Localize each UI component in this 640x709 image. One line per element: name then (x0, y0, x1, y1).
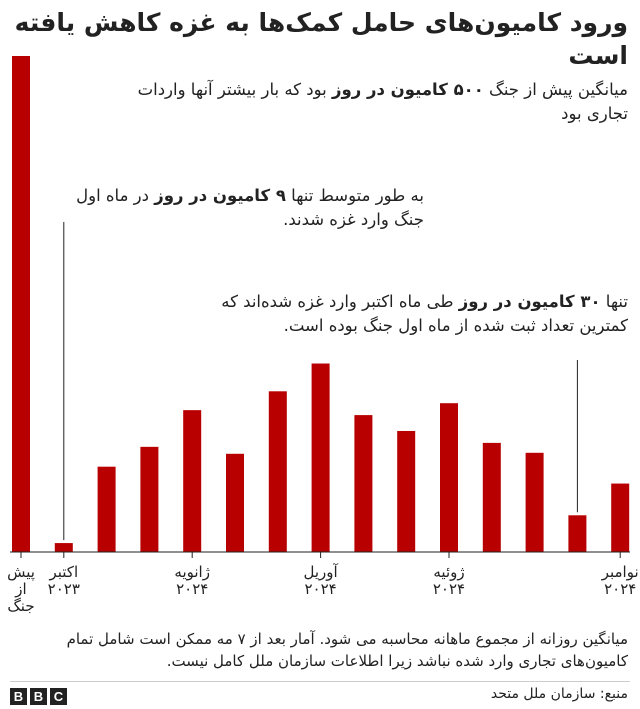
bar-10 (440, 403, 458, 552)
bar-9 (397, 431, 415, 552)
source-text: منبع: سازمان ملل متحد (490, 686, 628, 702)
x-tick-label-7-1: ۲۰۲۴ (304, 580, 337, 598)
x-tick-label-14-0: نوامبر (601, 563, 639, 581)
bar-3 (140, 447, 158, 552)
bar-4 (183, 410, 201, 552)
annotation-november-text: تنها (600, 292, 628, 311)
annotation-october-bold: ۹ کامیون در روز (154, 186, 286, 205)
logo-letter-2: B (30, 688, 47, 705)
x-tick-label-4-0: ژانویه (174, 563, 210, 581)
annotation-october-text-end: در ماه اول جنگ وارد غزه شدند. (76, 186, 424, 229)
x-tick-label-0-1: از (15, 580, 27, 598)
x-tick-label-0-0: پیش (7, 563, 35, 581)
bar-12 (526, 453, 544, 552)
bar-11 (483, 443, 501, 552)
annotation-prewar-bold: ۵۰۰ کامیون در روز (331, 80, 484, 99)
annotation-october-text: به طور متوسط تنها (285, 186, 424, 205)
bar-5 (226, 454, 244, 552)
bar-2 (98, 467, 116, 552)
x-tick-label-10-1: ۲۰۲۴ (432, 580, 466, 598)
bar-8 (354, 415, 372, 552)
logo-letter-1: B (10, 688, 27, 705)
bar-1 (55, 543, 73, 552)
x-tick-label-0-2: جنگ (7, 597, 35, 615)
x-tick-label-10-0: ژوئیه (433, 563, 465, 581)
x-tick-label-7-0: آوریل (303, 563, 338, 581)
bbc-logo (10, 688, 67, 705)
annotation-prewar-text-end: بود که بار بیشتر آنها واردات تجاری بود (137, 80, 628, 123)
x-tick-label-1-1: ۲۰۲۳ (47, 580, 80, 598)
annotation-prewar-text: میانگین پیش از جنگ (483, 80, 628, 99)
bar-0 (12, 56, 30, 552)
annotation-november-text-end: طی ماه اکتبر وارد غزه شده‌اند که کمترین تعداد ثبت شده از ماه اول جنگ بوده است. (221, 292, 628, 335)
x-tick-label-14-1: ۲۰۲۴ (604, 580, 637, 598)
footnote: میانگین روزانه از مجموع ماهانه محاسبه می شود. آمار بعد از ۷ مه ممکن است شامل تمام کامیون‌های تجاری وارد شده نباشد زیرا اطلاعات سازمان ملل کامل نیست. (66, 630, 628, 670)
bar-6 (269, 391, 287, 552)
bar-14 (611, 484, 629, 552)
annotation-november-bold: ۳۰ کامیون در روز (458, 292, 601, 311)
x-tick-label-4-1: ۲۰۲۴ (176, 580, 209, 598)
chart-title: ورود کامیون‌های حامل کمک‌ها به غزه کاهش یافته است (14, 8, 628, 70)
logo-letter-3: C (50, 688, 67, 705)
bar-7 (312, 364, 330, 552)
footer-divider (10, 681, 630, 682)
x-tick-label-1-0: اکتبر (49, 563, 79, 581)
bar-13 (568, 515, 586, 552)
